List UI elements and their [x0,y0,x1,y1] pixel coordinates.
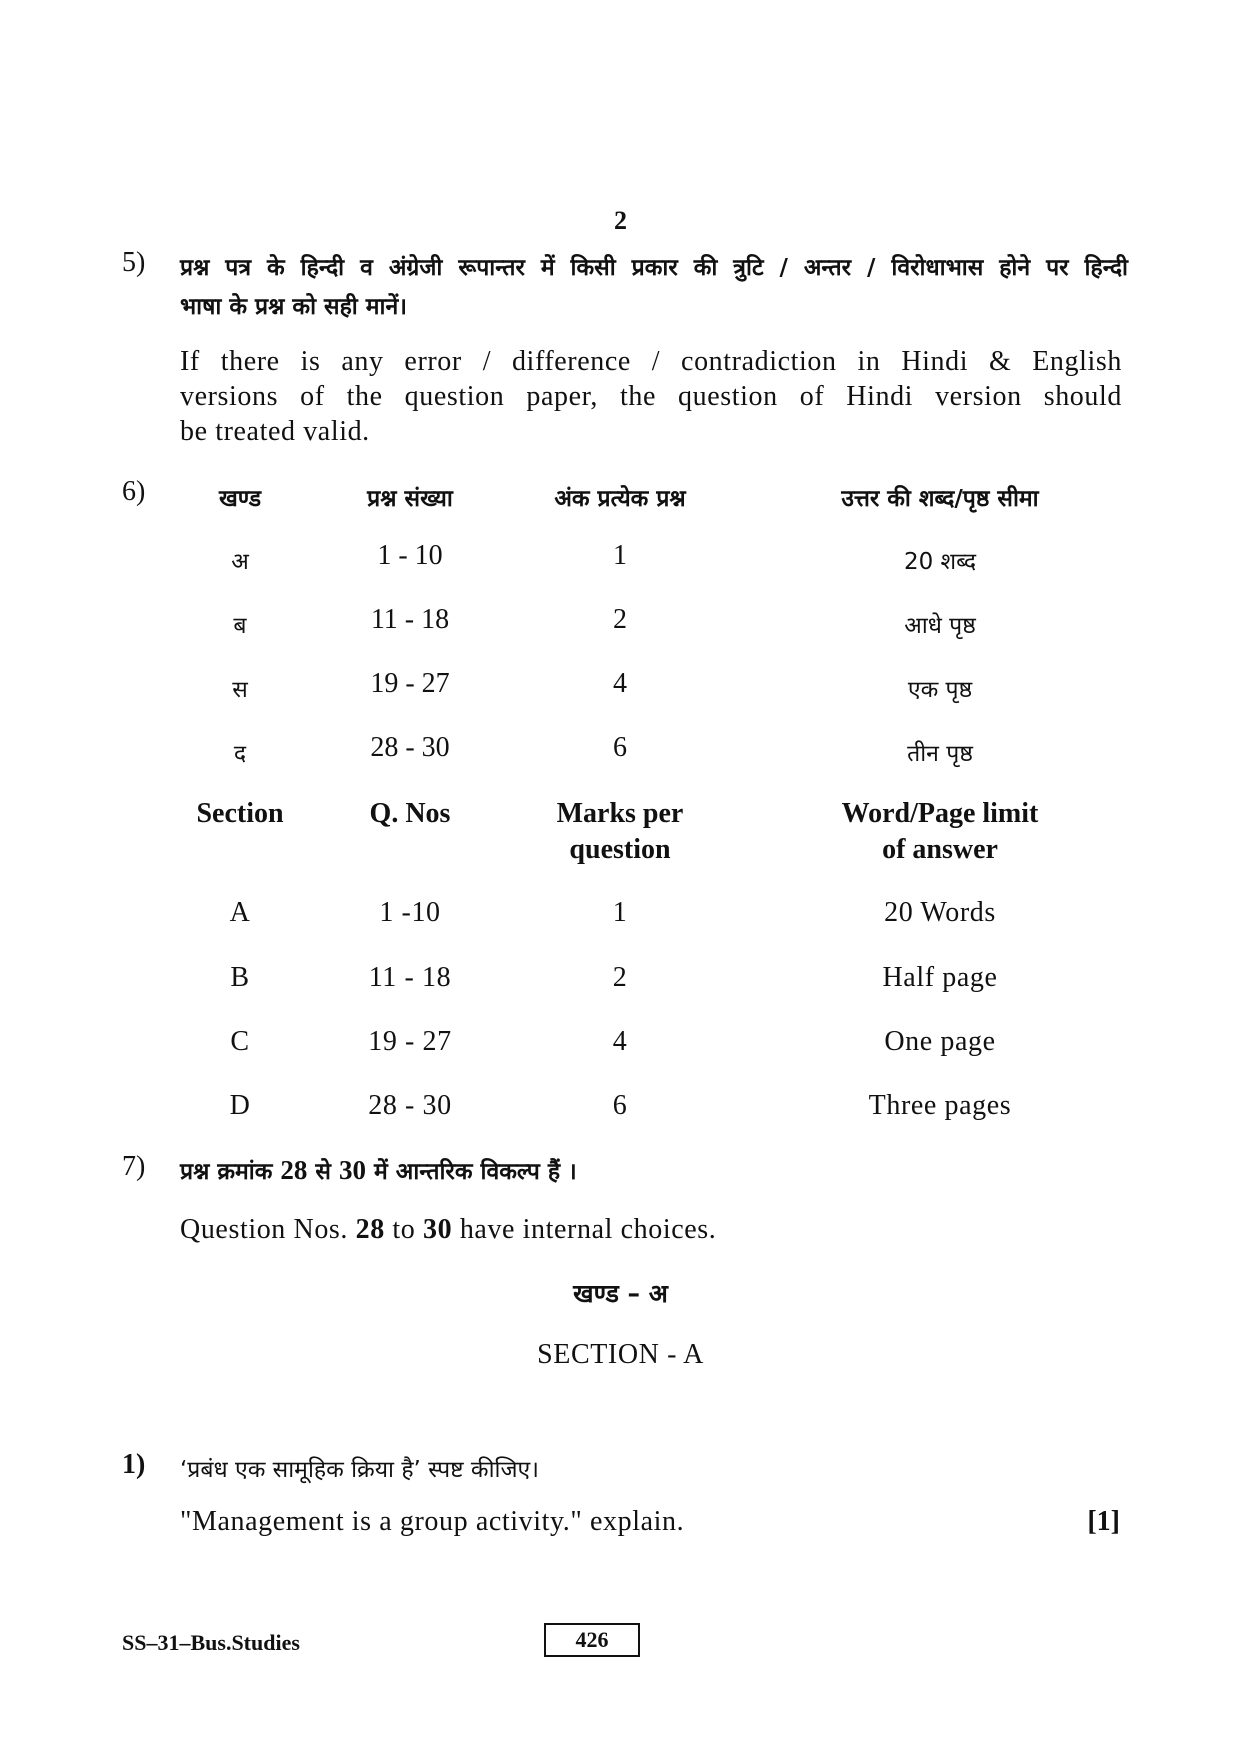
footer-paper-code: SS–31–Bus.Studies [122,1630,300,1655]
english-row-3-marks: 4 [612,1026,628,1057]
hindi-row-1-section: अ [231,549,249,575]
english-header-marks-line1: Marks per [556,798,684,829]
english-row-1-marks: 1 [612,897,628,928]
hindi-row-4-marks: 6 [613,732,627,763]
hindi-row-4-section: द [233,741,247,767]
english-row-3-qnos: 19 - 27 [368,1026,452,1057]
hindi-row-2-section: ब [233,613,247,639]
hindi-header-marks: अंक प्रत्येक प्रश्न [554,486,686,512]
english-row-4-section: D [229,1090,251,1121]
hindi-row-1-limit: 20 शब्द [903,549,977,575]
instruction-7-number: 7) [122,1151,146,1182]
hindi-row-2-qnos: 11 - 18 [370,604,450,635]
hindi-row-2-limit: आधे पृष्ठ [904,613,976,639]
english-row-1-section: A [229,897,251,928]
question-1-hindi: ‘प्रबंध एक सामूहिक क्रिया है’ स्पष्ट कीजिए। [180,1457,539,1483]
question-1-english: "Management is a group activity." explain. [180,1506,685,1537]
instruction-5-number: 5) [122,247,146,278]
section-heading-english: SECTION - A [537,1339,704,1370]
hindi-header-qnos: प्रश्न संख्या [367,486,453,512]
english-row-4-limit: Three pages [868,1090,1012,1121]
english-header-marks-line2: question [569,834,671,865]
footer-code-box: 426 [544,1623,640,1657]
instruction-5-hindi-line2: भाषा के प्रश्न को सही मानें। [180,294,407,320]
hindi-header-section: खण्ड [218,486,262,512]
hindi-row-4-qnos: 28 - 30 [370,732,450,763]
english-row-1-qnos: 1 -10 [379,897,441,928]
page-number: 2 [614,206,627,235]
instruction-5-english-line2: versions of the question paper, the question of Hindi version should [180,381,1122,412]
english-header-section: Section [196,798,284,829]
english-row-1-limit: 20 Words [884,897,996,928]
instruction-7-hindi: प्रश्न क्रमांक 28 से 30 में आन्तरिक विकल्प हैं । [180,1155,577,1185]
hindi-row-3-limit: एक पृष्ठ [907,677,973,703]
english-row-2-marks: 2 [612,962,628,993]
hindi-row-1-marks: 1 [613,540,627,571]
english-row-3-section: C [230,1026,250,1057]
english-row-4-qnos: 28 - 30 [368,1090,452,1121]
hindi-header-limit: उत्तर की शब्द/पृष्ठ सीमा [841,486,1039,512]
instruction-5-english-line3: be treated valid. [180,416,370,447]
hindi-row-3-section: स [232,677,248,703]
hindi-row-2-marks: 2 [613,604,627,635]
instruction-7-english: Question Nos. 28 to 30 have internal choices. [180,1214,717,1245]
english-row-3-limit: One page [884,1026,996,1057]
question-1-marks: [1] [1087,1506,1120,1537]
english-header-limit-line2: of answer [882,834,998,865]
hindi-row-3-qnos: 19 - 27 [370,668,450,699]
english-row-2-qnos: 11 - 18 [368,962,452,993]
english-row-4-marks: 6 [612,1090,628,1121]
hindi-row-3-marks: 4 [613,668,627,699]
instruction-6-number: 6) [122,476,146,507]
section-heading-hindi: खण्ड – अ [573,1279,668,1308]
question-1-number: 1) [122,1449,146,1480]
hindi-row-1-qnos: 1 - 10 [377,540,443,571]
instruction-5-english-line1: If there is any error / difference / contradiction in Hindi & English [180,346,1122,377]
english-header-qnos: Q. Nos [369,798,451,829]
english-row-2-limit: Half page [882,962,998,993]
instruction-5-hindi-line1: प्रश्न पत्र के हिन्दी व अंग्रेजी रूपान्तर में किसी प्रकार की त्रुटि / अन्तर / विरोधाभास होने पर हिन्दी [180,255,1128,281]
english-header-limit-line1: Word/Page limit [841,798,1039,829]
english-row-2-section: B [230,962,250,993]
hindi-row-4-limit: तीन पृष्ठ [907,741,973,767]
